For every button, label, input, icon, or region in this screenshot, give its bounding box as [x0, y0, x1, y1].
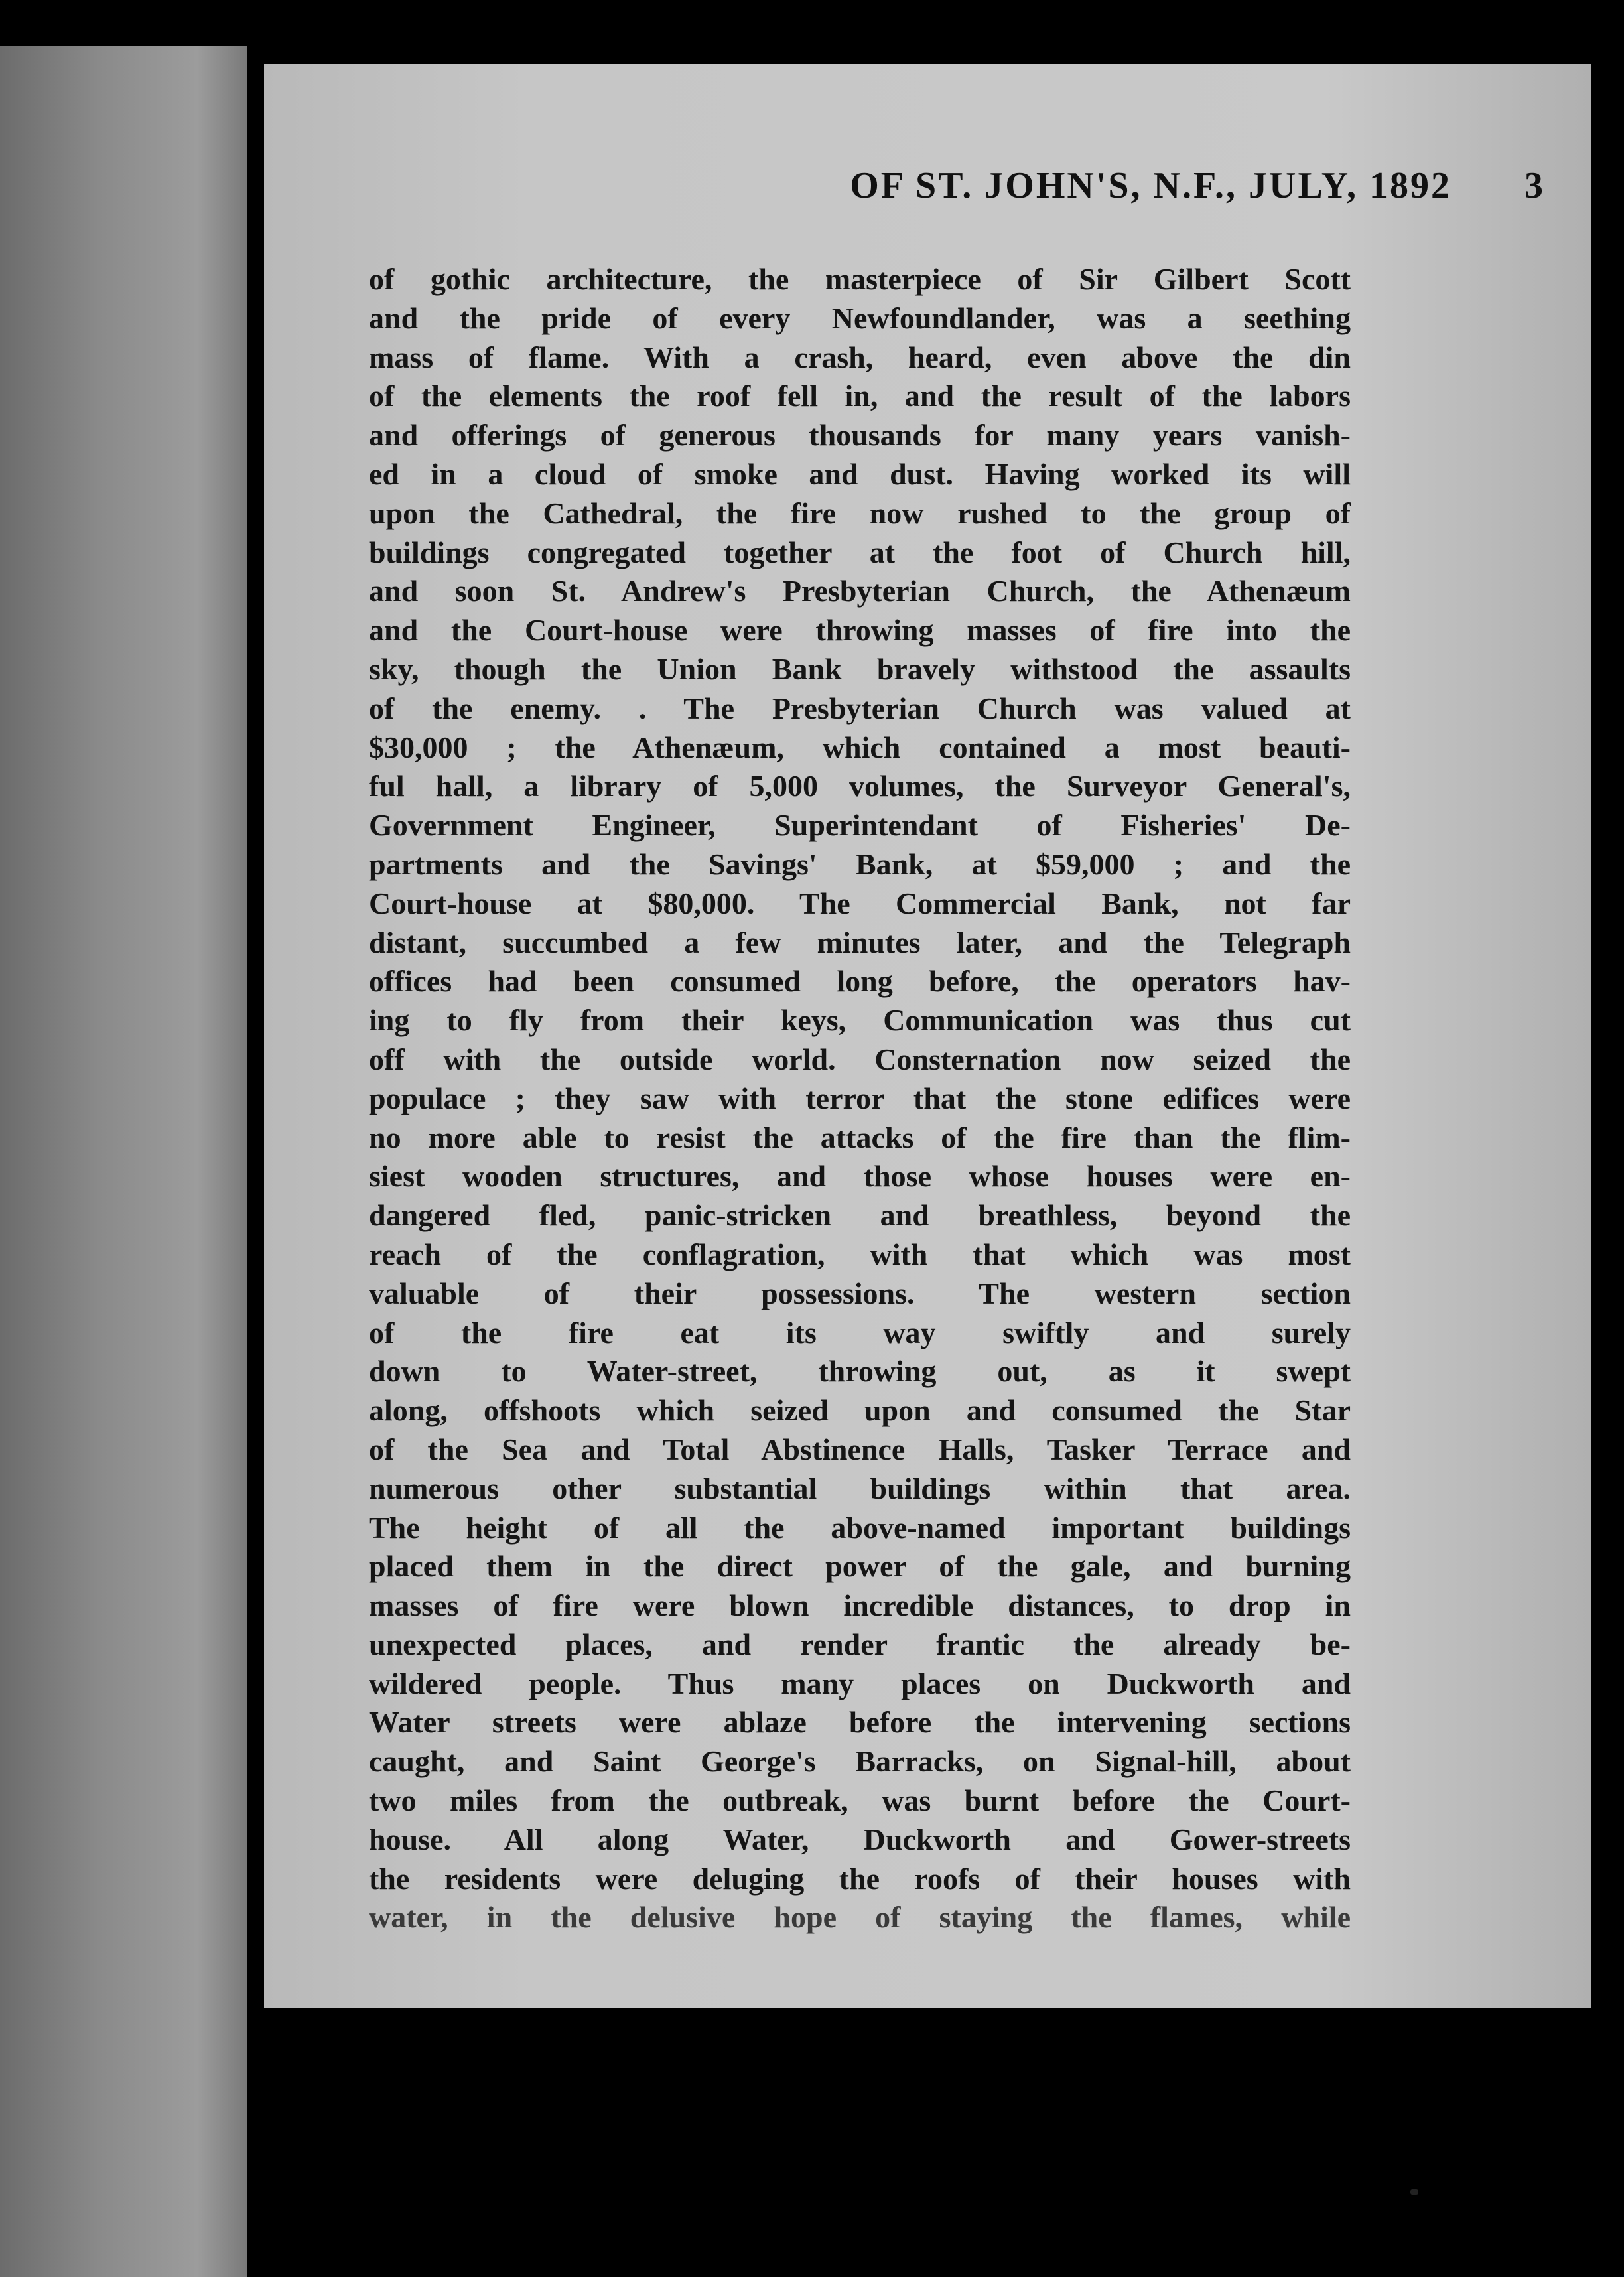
text-line: water, in the delusive hope of staying the flames, while — [369, 1900, 1351, 1935]
text-line: partments and the Savings' Bank, at $59,000 ; and the — [369, 847, 1351, 881]
text-line: offices had been consumed long before, the operators hav- — [369, 964, 1351, 999]
text-line: Government Engineer, Superintendant of Fisheries' De- — [369, 808, 1351, 843]
text-line: dangered fled, panic-stricken and breathless, beyond the — [369, 1198, 1351, 1233]
text-line: masses of fire were blown incredible distances, to drop in — [369, 1588, 1351, 1623]
text-line: caught, and Saint George's Barracks, on Signal-hill, about — [369, 1744, 1351, 1779]
text-line: along, offshoots which seized upon and consumed the Star — [369, 1393, 1351, 1428]
text-line: valuable of their possessions. The western section — [369, 1276, 1351, 1310]
text-line: of the enemy. . The Presbyterian Church was valued at — [369, 691, 1351, 725]
text-line: ed in a cloud of smoke and dust. Having worked its will — [369, 456, 1351, 491]
book-page — [264, 64, 1591, 2008]
text-line: ing to fly from their keys, Communication was thus cut — [369, 1003, 1351, 1038]
text-line: the residents were deluging the roofs of their houses with — [369, 1861, 1351, 1896]
text-line: and the Court-house were throwing masses of fire into the — [369, 613, 1351, 648]
text-line: of the elements the roof fell in, and the result of the labors — [369, 379, 1351, 413]
text-line: Water streets were ablaze before the intervening sections — [369, 1705, 1351, 1740]
text-line: placed them in the direct power of the gale, and burning — [369, 1549, 1351, 1584]
book-gutter — [247, 40, 264, 2277]
text-line: siest wooden structures, and those whose houses were en- — [369, 1159, 1351, 1194]
text-line: of the Sea and Total Abstinence Halls, Tasker Terrace and — [369, 1432, 1351, 1466]
text-line: ful hall, a library of 5,000 volumes, the Surveyor General's, — [369, 769, 1351, 803]
text-line: and the pride of every Newfoundlander, was a seething — [369, 301, 1351, 335]
text-line: distant, succumbed a few minutes later, and the Telegraph — [369, 925, 1351, 959]
text-line: buildings congregated together at the foot of Church hill, — [369, 535, 1351, 569]
text-line: house. All along Water, Duckworth and Gower-streets — [369, 1822, 1351, 1856]
text-line: and soon St. Andrew's Presbyterian Church, the Athenæum — [369, 574, 1351, 608]
scan-speck — [1410, 2189, 1418, 2195]
facing-page-edge — [0, 46, 247, 2277]
text-line: sky, though the Union Bank bravely withstood the assaults — [369, 652, 1351, 686]
text-line: down to Water-street, throwing out, as it swept — [369, 1354, 1351, 1389]
text-line: $30,000 ; the Athenæum, which contained a most beauti- — [369, 730, 1351, 764]
text-line: two miles from the outbreak, was burnt before the Court- — [369, 1783, 1351, 1818]
text-line: reach of the conflagration, with that which was most — [369, 1237, 1351, 1271]
running-head: OF ST. JOHN'S, N.F., JULY, 1892 — [850, 165, 1452, 206]
text-line: upon the Cathedral, the fire now rushed to the group of — [369, 496, 1351, 530]
page-header — [490, 165, 1543, 218]
page-number: 3 — [1524, 165, 1543, 206]
text-line: wildered people. Thus many places on Duckworth and — [369, 1666, 1351, 1700]
text-line: populace ; they saw with terror that the stone edifices were — [369, 1081, 1351, 1115]
text-line: of the fire eat its way swiftly and surely — [369, 1315, 1351, 1349]
text-line: unexpected places, and render frantic the already be- — [369, 1627, 1351, 1661]
text-line: no more able to resist the attacks of the fire than the flim- — [369, 1120, 1351, 1154]
text-line: numerous other substantial buildings within that area. — [369, 1471, 1351, 1505]
text-line: off with the outside world. Consternation now seized the — [369, 1042, 1351, 1076]
text-line: and offerings of generous thousands for many years vanish- — [369, 418, 1351, 452]
text-line: of gothic architecture, the masterpiece of Sir Gilbert Scott — [369, 262, 1351, 296]
body-text — [369, 260, 1351, 1937]
text-line: The height of all the above-named important buildings — [369, 1510, 1351, 1545]
text-line: mass of flame. With a crash, heard, even above the din — [369, 340, 1351, 374]
text-line: Court-house at $80,000. The Commercial Bank, not far — [369, 886, 1351, 920]
